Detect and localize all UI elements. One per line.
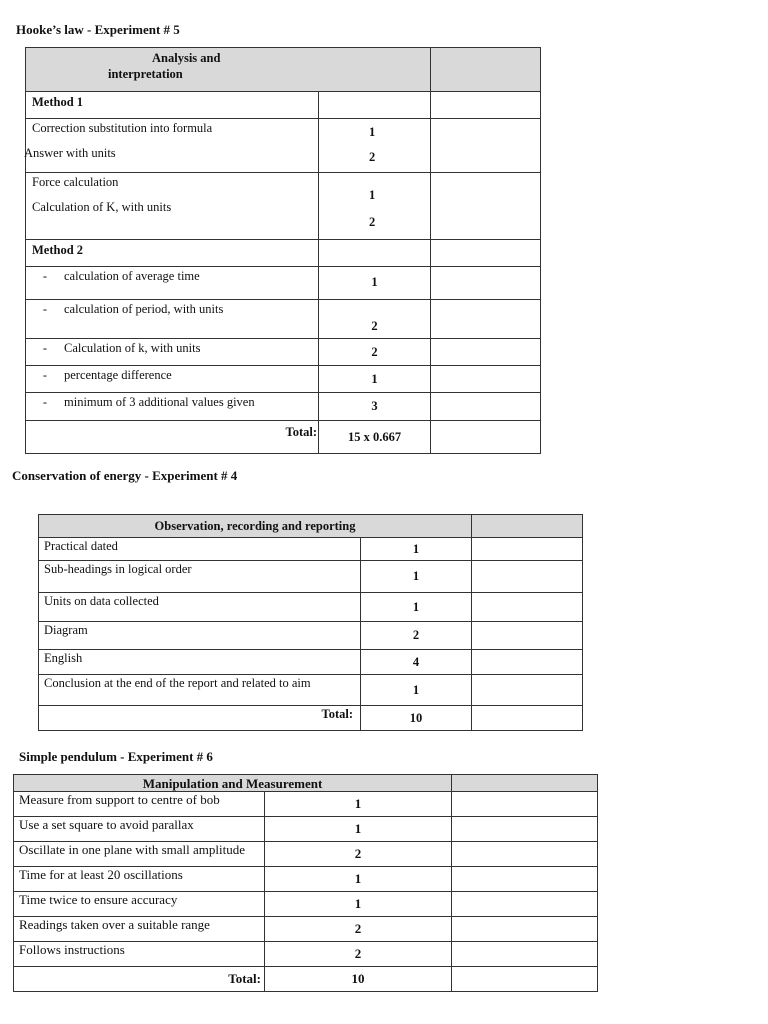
header-blank-cell: [472, 515, 583, 538]
points-value: 2: [319, 339, 431, 366]
points-value: 1: [265, 892, 452, 917]
manipulation-header: Manipulation and Measurement: [14, 775, 452, 792]
criteria-label: Diagram: [39, 622, 361, 650]
criteria-label: Correction substitution into formula: [32, 121, 213, 135]
hookes-law-table: [25, 47, 541, 454]
blank-cell: [452, 792, 598, 817]
blank-cell: [452, 892, 598, 917]
table-row: [14, 867, 598, 892]
criteria-label: Time for at least 20 oscillations: [14, 867, 265, 892]
criteria-cell: [26, 119, 319, 173]
criteria-cell: [26, 339, 319, 366]
blank-cell: [431, 240, 541, 267]
points-value: 2: [319, 300, 431, 339]
criteria-label: Measure from support to centre of bob: [14, 792, 265, 817]
criteria-cell: [26, 300, 319, 339]
criteria-label: minimum of 3 additional values given: [64, 395, 255, 409]
blank-cell: [319, 92, 431, 119]
total-row: [14, 967, 598, 992]
table-row: [14, 942, 598, 967]
points-value: 4: [361, 650, 472, 675]
total-value: 10: [265, 967, 452, 992]
section3-title: Simple pendulum - Experiment # 6: [19, 749, 213, 764]
observation-header: Observation, recording and reporting: [39, 515, 472, 538]
table-header-row: [26, 48, 541, 92]
points-value: 1: [369, 188, 376, 202]
criteria-label: Calculation of K, with units: [32, 200, 172, 214]
criteria-cell: [26, 366, 319, 393]
points-value: 2: [369, 215, 376, 229]
points-value: 1: [319, 267, 431, 300]
method2-row: [26, 240, 541, 267]
points-value: 1: [265, 792, 452, 817]
points-value: 1: [361, 561, 472, 593]
table-row: [26, 339, 541, 366]
criteria-cell: [26, 267, 319, 300]
total-label: Total:: [39, 706, 361, 731]
blank-cell: [452, 917, 598, 942]
criteria-label: Answer with units: [24, 146, 116, 160]
total-value: 15 x 0.667: [319, 421, 431, 454]
conservation-energy-table: [38, 514, 583, 731]
criteria-label: Units on data collected: [39, 593, 361, 622]
table-row: [14, 842, 598, 867]
points-value: 1: [361, 675, 472, 706]
total-value: 10: [361, 706, 472, 731]
method1-label: Method 1: [26, 92, 319, 119]
blank-cell: [452, 842, 598, 867]
total-label: Total:: [26, 421, 319, 454]
blank-cell: [431, 173, 541, 240]
blank-cell: [472, 706, 583, 731]
table-header-row: [14, 775, 598, 792]
points-value: 1: [265, 817, 452, 842]
total-row: [39, 706, 583, 731]
bullet-dash: -: [42, 341, 48, 355]
blank-cell: [431, 300, 541, 339]
criteria-label: Practical dated: [39, 538, 361, 561]
blank-cell: [431, 267, 541, 300]
section2-title: Conservation of energy - Experiment # 4: [12, 468, 238, 483]
table-header-row: [39, 515, 583, 538]
blank-cell: [472, 593, 583, 622]
blank-cell: [472, 675, 583, 706]
points-value: 2: [361, 622, 472, 650]
criteria-label: Sub-headings in logical order: [39, 561, 361, 593]
points-cell: [319, 119, 431, 173]
table-row: [39, 593, 583, 622]
points-cell: [319, 173, 431, 240]
table-row: [39, 622, 583, 650]
table-row: [26, 366, 541, 393]
blank-cell: [472, 650, 583, 675]
bullet-dash: -: [42, 368, 48, 382]
points-value: 1: [361, 593, 472, 622]
table-row: [26, 300, 541, 339]
criteria-label: Follows instructions: [14, 942, 265, 967]
points-value: 1: [361, 538, 472, 561]
header-line2: interpretation: [108, 67, 183, 81]
section1-title: Hooke’s law - Experiment # 5: [16, 22, 180, 37]
points-value: 1: [319, 366, 431, 393]
table-row: [26, 119, 541, 173]
criteria-label: Readings taken over a suitable range: [14, 917, 265, 942]
blank-cell: [431, 92, 541, 119]
points-value: 3: [319, 393, 431, 421]
blank-cell: [431, 119, 541, 173]
points-value: 2: [265, 942, 452, 967]
criteria-label: Oscillate in one plane with small amplitude: [14, 842, 265, 867]
criteria-label: Time twice to ensure accuracy: [14, 892, 265, 917]
criteria-label: calculation of average time: [64, 269, 200, 283]
bullet-dash: -: [42, 269, 48, 283]
total-label: Total:: [14, 967, 265, 992]
table-row: [14, 917, 598, 942]
table-row: [26, 173, 541, 240]
points-value: 2: [369, 150, 376, 164]
table-row: [26, 393, 541, 421]
total-row: [26, 421, 541, 454]
header-blank-cell: [431, 48, 541, 92]
points-value: 1: [265, 867, 452, 892]
blank-cell: [452, 942, 598, 967]
simple-pendulum-table: [13, 774, 598, 992]
criteria-cell: [26, 393, 319, 421]
table-row: [39, 675, 583, 706]
criteria-cell: [26, 173, 319, 240]
blank-cell: [431, 366, 541, 393]
table-row: [14, 817, 598, 842]
table-row: [39, 538, 583, 561]
criteria-label: Conclusion at the end of the report and related to aim: [39, 675, 361, 706]
table-row: [39, 650, 583, 675]
blank-cell: [452, 817, 598, 842]
bullet-dash: -: [42, 302, 48, 316]
points-value: 2: [265, 917, 452, 942]
method1-row: [26, 92, 541, 119]
criteria-label: Calculation of k, with units: [64, 341, 201, 355]
blank-cell: [472, 561, 583, 593]
points-value: 2: [265, 842, 452, 867]
criteria-label: English: [39, 650, 361, 675]
blank-cell: [431, 421, 541, 454]
criteria-label: calculation of period, with units: [64, 302, 224, 316]
blank-cell: [452, 867, 598, 892]
blank-cell: [431, 339, 541, 366]
table-row: [26, 267, 541, 300]
criteria-label: Use a set square to avoid parallax: [14, 817, 265, 842]
blank-cell: [472, 538, 583, 561]
blank-cell: [452, 967, 598, 992]
bullet-dash: -: [42, 395, 48, 409]
criteria-label: Force calculation: [32, 175, 119, 189]
blank-cell: [319, 240, 431, 267]
criteria-label: percentage difference: [64, 368, 172, 382]
table-row: [14, 792, 598, 817]
blank-cell: [472, 622, 583, 650]
header-line1: Analysis and: [152, 51, 221, 65]
analysis-header: [26, 48, 431, 92]
table-row: [14, 892, 598, 917]
header-blank-cell: [452, 775, 598, 792]
points-value: 1: [369, 125, 376, 139]
blank-cell: [431, 393, 541, 421]
table-row: [39, 561, 583, 593]
method2-label: Method 2: [26, 240, 319, 267]
